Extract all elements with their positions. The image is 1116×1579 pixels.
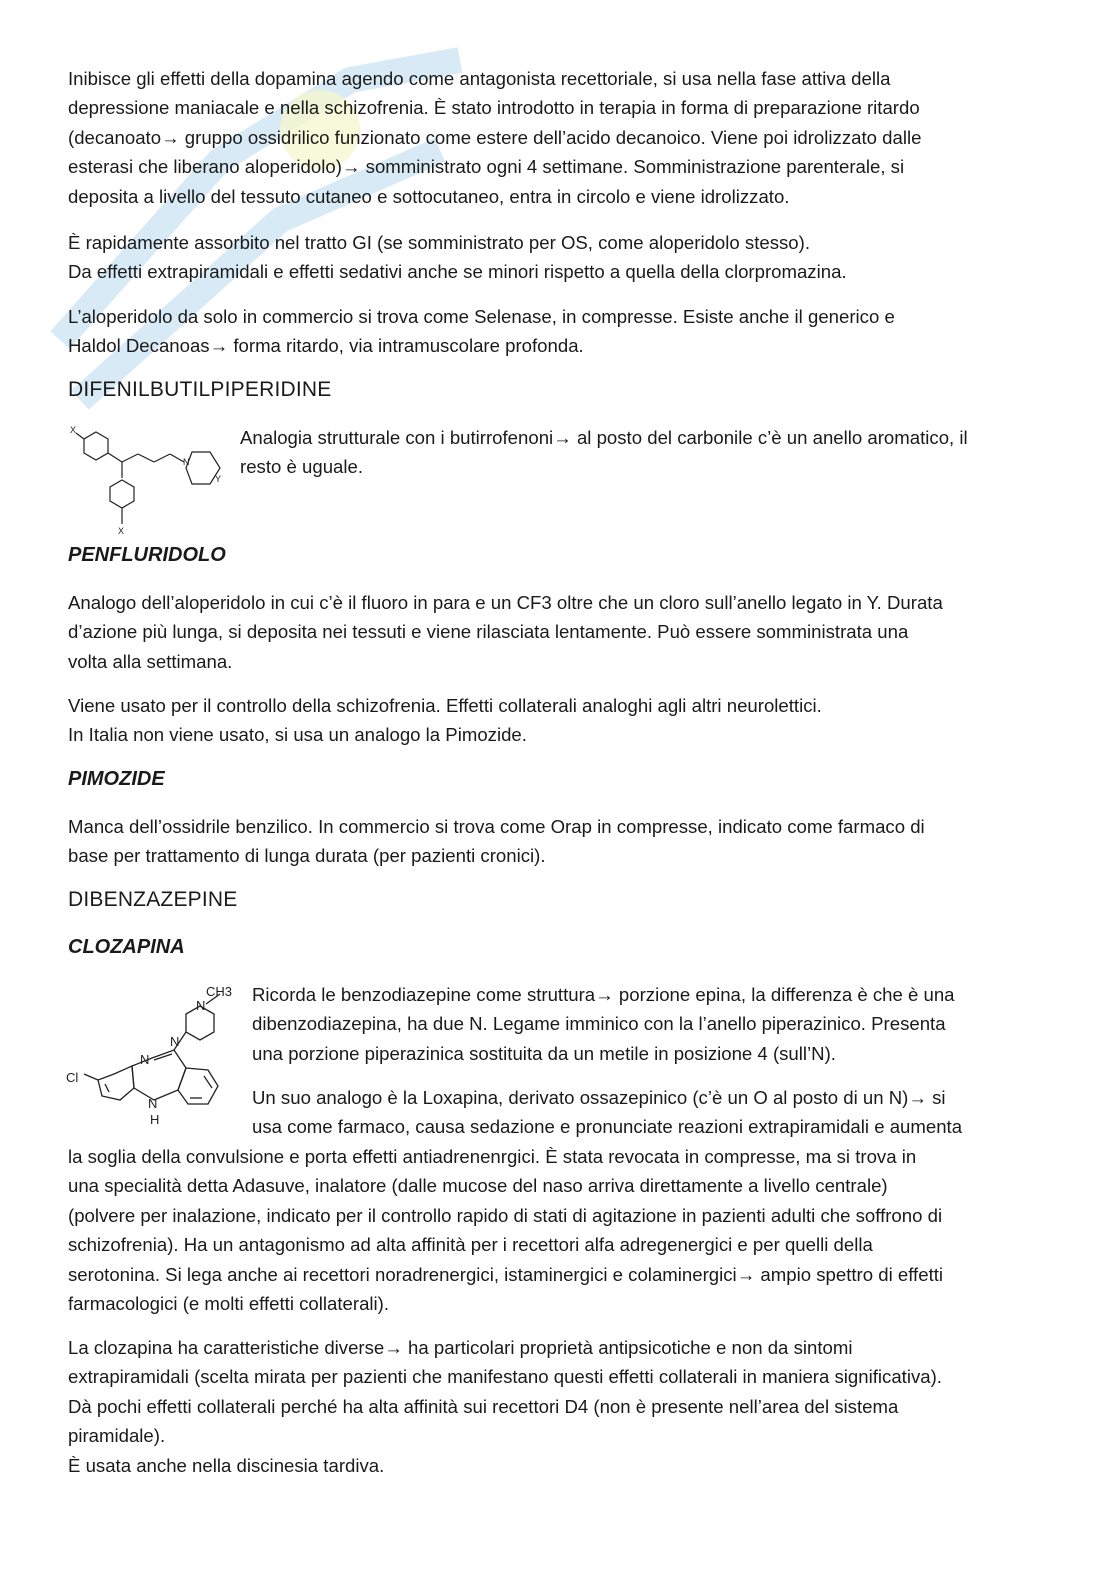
n-label-top: N (196, 998, 206, 1013)
ch3-label: CH3 (206, 984, 233, 999)
n-label: N (183, 457, 190, 467)
text-line: dibenzodiazepina, ha due N. Legame imminico con la l’anello piperazinico. Presenta (252, 1013, 946, 1035)
paragraph-absorption (68, 228, 1053, 287)
heading-pimozide: PIMOZIDE (68, 768, 165, 790)
text-line: Inibisce gli effetti della dopamina agendo come antagonista recettoriale, si usa nella fase attiva della (68, 68, 891, 89)
paragraph-commercial (68, 302, 1053, 361)
text-line: d’azione più lunga, si deposita nei tessuti e viene rilasciata lentamente. Può essere somministrata una (68, 621, 909, 643)
paragraph-clozapina-2a (252, 1083, 1052, 1142)
text-line: In Italia non viene usato, si usa un analogo la Pimozide. (68, 724, 527, 746)
text-line: Dà pochi effetti collaterali perché ha alta affinità sui recettori D4 (non è presente nell’area del sistema (68, 1395, 899, 1417)
text-line: serotonina. Si lega anche ai recettori noradrenergici, istaminergici e colaminergici→ ampio spettro di effetti (68, 1263, 944, 1285)
text-line: L’aloperidolo da solo in commercio si trova come Selenase, in compresse. Esiste anche il generico e (68, 306, 895, 327)
text-line: Manca dell’ossidrile benzilico. In commercio si trova come Orap in compresse, indicato come farmaco di (68, 816, 925, 837)
section-heading-dibenzazepine: DIBENZAZEPINE (68, 888, 238, 911)
text-line: resto è uguale. (240, 456, 364, 478)
paragraph-penfluridolo-2 (68, 691, 1053, 750)
text-line: farmacologici (e molti effetti collaterali). (68, 1293, 390, 1315)
paragraph-pimozide (68, 812, 1053, 871)
text-line: È rapidamente assorbito nel tratto GI (se somministrato per OS, come aloperidolo stesso). (68, 232, 811, 253)
text-line: Analogo dell’aloperidolo in cui c’è il fluoro in para e un CF3 oltre che un cloro sull’anello legato in Y. Durata (68, 592, 943, 613)
clozapina-structure (62, 978, 252, 1133)
text-line: una specialità detta Adasuve, inalatore (dalle mucose del naso arriva direttamente a livello centrale) (68, 1175, 888, 1197)
heading-clozapina: CLOZAPINA (68, 936, 185, 958)
paragraph-clozapina-1 (252, 980, 1052, 1068)
text-line: schizofrenia). Ha un antagonismo ad alta affinità per i recettori alfa adregenergici e per quelli della (68, 1234, 873, 1256)
text-line: Analogia strutturale con i butirrofenoni→ al posto del carbonile c’è un anello aromatico, il (240, 427, 968, 448)
text-line: Viene usato per il controllo della schizofrenia. Effetti collaterali analoghi agli altri neurolettici. (68, 695, 822, 716)
text-line: Un suo analogo è la Loxapina, derivato ossazepinico (c’è un O al posto di un N)→ si (252, 1087, 946, 1108)
text-line: (polvere per inalazione, indicato per il controllo rapido di stati di agitazione in pazienti adulti che soffrono di (68, 1204, 943, 1226)
text-line: usa come farmaco, causa sedazione e pronunciate reazioni extrapiramidali e aumenta (252, 1116, 963, 1138)
text-line: deposita a livello del tessuto cutaneo e sottocutaneo, entra in circolo e viene idrolizzato. (68, 185, 790, 207)
cl-label: Cl (66, 1070, 79, 1085)
text-line: Haldol Decanoas→ forma ritardo, via intramuscolare profonda. (68, 335, 584, 357)
paragraph-intro (68, 64, 1053, 211)
paragraph-clozapina-3 (68, 1333, 1053, 1480)
text-line: Ricorda le benzodiazepine come struttura→ porzione epina, la differenza è che è una (252, 984, 955, 1005)
text-line: Da effetti extrapiramidali e effetti sedativi anche se minori rispetto a quella della clorpromazina. (68, 261, 847, 283)
text-line: (decanoato→ gruppo ossidrilico funzionato come estere dell’acido decanoico. Viene poi idrolizzato dalle (68, 126, 922, 148)
text-line: extrapiramidali (scelta mirata per pazienti che manifestano questi effetti collaterali in maniera significativa). (68, 1366, 942, 1388)
x-label-bottom: X (118, 526, 125, 536)
paragraph-clozapina-2b (68, 1142, 1053, 1318)
h-label: H (150, 1112, 160, 1127)
text-line: La clozapina ha caratteristiche diverse→ ha particolari proprietà antipsicotiche e non da sintomi (68, 1337, 853, 1358)
section-heading-difenilbutilpiperidine: DIFENILBUTILPIPERIDINE (68, 378, 332, 401)
text-line: depressione maniacale e nella schizofrenia. È stato introdotto in terapia in forma di preparazione ritardo (68, 97, 920, 119)
paragraph-difenil (240, 423, 1050, 482)
difenilbutilpiperidine-structure (64, 418, 234, 538)
n-label-imine: N (140, 1052, 150, 1067)
x-label-top: X (70, 425, 77, 435)
n-label-bottom: N (148, 1096, 158, 1111)
text-line: base per trattamento di lunga durata (per pazienti cronici). (68, 845, 546, 867)
n-label-ring: N (170, 1034, 180, 1049)
text-line: piramidale). (68, 1425, 166, 1447)
heading-penfluridolo: PENFLURIDOLO (68, 544, 226, 566)
text-line: una porzione piperazinica sostituita da un metile in posizione 4 (sull’N). (252, 1042, 836, 1064)
text-line: la soglia della convulsione e porta effetti antiadrenenrgici. È stata revocata in compresse, ma si trova in (68, 1146, 917, 1167)
text-line: esterasi che liberano aloperidolo)→ somministrato ogni 4 settimane. Somministrazione parenterale, si (68, 156, 905, 178)
y-label: Y (215, 474, 222, 484)
paragraph-penfluridolo-1 (68, 588, 1053, 676)
text-line: È usata anche nella discinesia tardiva. (68, 1454, 385, 1476)
text-line: volta alla settimana. (68, 650, 233, 672)
